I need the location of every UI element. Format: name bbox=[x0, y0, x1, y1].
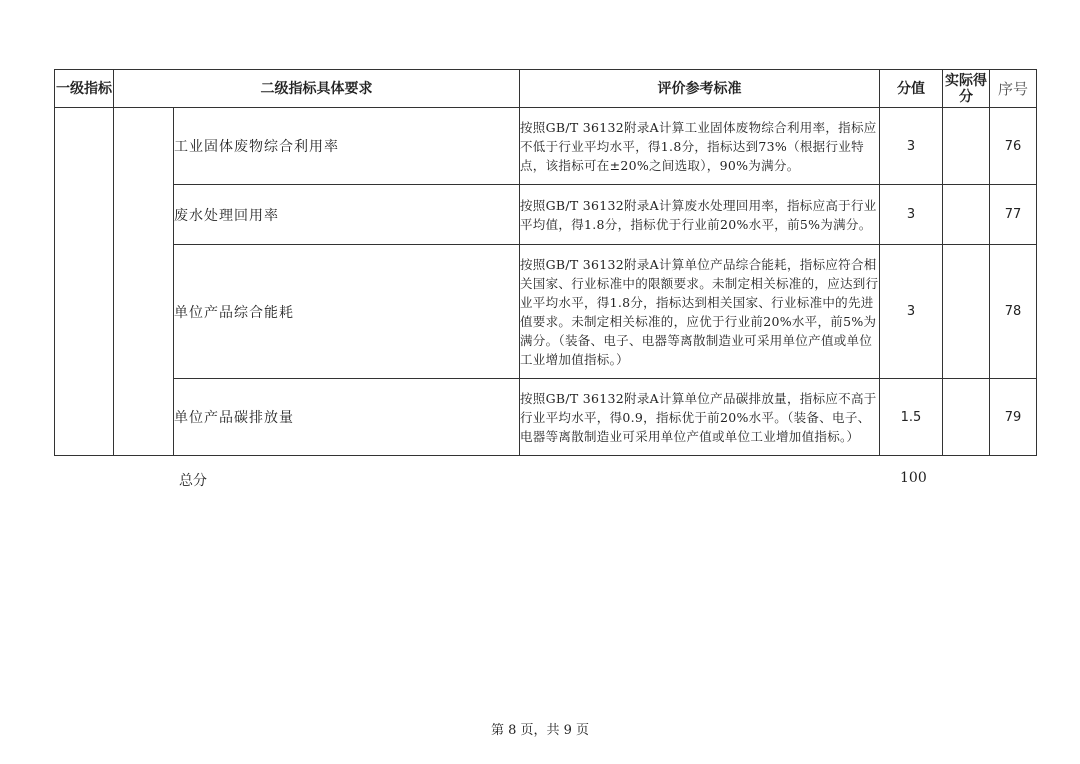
criteria-text: 按照GB/T 36132附录A计算单位产品碳排放量，指标应不高于行业平均水平，得0.9，指标优于前20%水平。（装备、电子、电器等离散制造业可采用单位产值或单位工业增加值指标。） bbox=[520, 379, 880, 456]
header-level2: 二级指标具体要求 bbox=[114, 70, 520, 108]
header-actual-score: 实际得分 bbox=[943, 70, 990, 108]
total-score-label: 总分 bbox=[179, 473, 207, 489]
page-number-footer: 第 8 页，共 9 页 bbox=[490, 723, 590, 738]
actual-score-cell bbox=[943, 185, 990, 245]
criteria-text: 按照GB/T 36132附录A计算废水处理回用率，指标应高于行业平均值，得1.8分，指标优于行业前20%水平，前5%为满分。 bbox=[520, 185, 880, 245]
score-value: 3 bbox=[880, 108, 943, 185]
header-score: 分值 bbox=[880, 70, 943, 108]
actual-score-cell bbox=[943, 245, 990, 379]
score-value: 3 bbox=[880, 245, 943, 379]
actual-score-cell bbox=[943, 108, 990, 185]
seq-number: 77 bbox=[990, 185, 1037, 245]
item-name: 工业固体废物综合利用率 bbox=[174, 108, 520, 185]
criteria-text: 按照GB/T 36132附录A计算单位产品综合能耗，指标应符合相关国家、行业标准中的限额要求。未制定相关标准的，应达到行业平均水平，得1.8分，指标达到相关国家、行业标准中的先进值要求。未制定相关标准的，应优于行业前20%水平，前5%为满分。（装备、电子、电器等离散制造业可采用单位产值或单位工业增加值指标。） bbox=[520, 245, 880, 379]
header-seq: 序号 bbox=[990, 70, 1037, 108]
actual-score-cell bbox=[943, 379, 990, 456]
total-score-value: 100 bbox=[900, 470, 927, 486]
table-row bbox=[55, 379, 1037, 456]
evaluation-table bbox=[54, 69, 1037, 456]
table-header-row bbox=[55, 70, 1037, 108]
header-criteria: 评价参考标准 bbox=[520, 70, 880, 108]
criteria-text: 按照GB/T 36132附录A计算工业固体废物综合利用率，指标应不低于行业平均水平，得1.8分，指标达到73%（根据行业特点，该指标可在±20%之间选取），90%为满分。 bbox=[520, 108, 880, 185]
seq-number: 76 bbox=[990, 108, 1037, 185]
seq-number: 78 bbox=[990, 245, 1037, 379]
score-value: 3 bbox=[880, 185, 943, 245]
level2-group-cell bbox=[114, 108, 174, 456]
item-name: 单位产品综合能耗 bbox=[174, 245, 520, 379]
header-level1: 一级指标 bbox=[55, 70, 114, 108]
score-value: 1.5 bbox=[880, 379, 943, 456]
item-name: 单位产品碳排放量 bbox=[174, 379, 520, 456]
seq-number: 79 bbox=[990, 379, 1037, 456]
table-row bbox=[55, 245, 1037, 379]
table-row bbox=[55, 108, 1037, 185]
level1-cell bbox=[55, 108, 114, 456]
item-name: 废水处理回用率 bbox=[174, 185, 520, 245]
table-row bbox=[55, 185, 1037, 245]
